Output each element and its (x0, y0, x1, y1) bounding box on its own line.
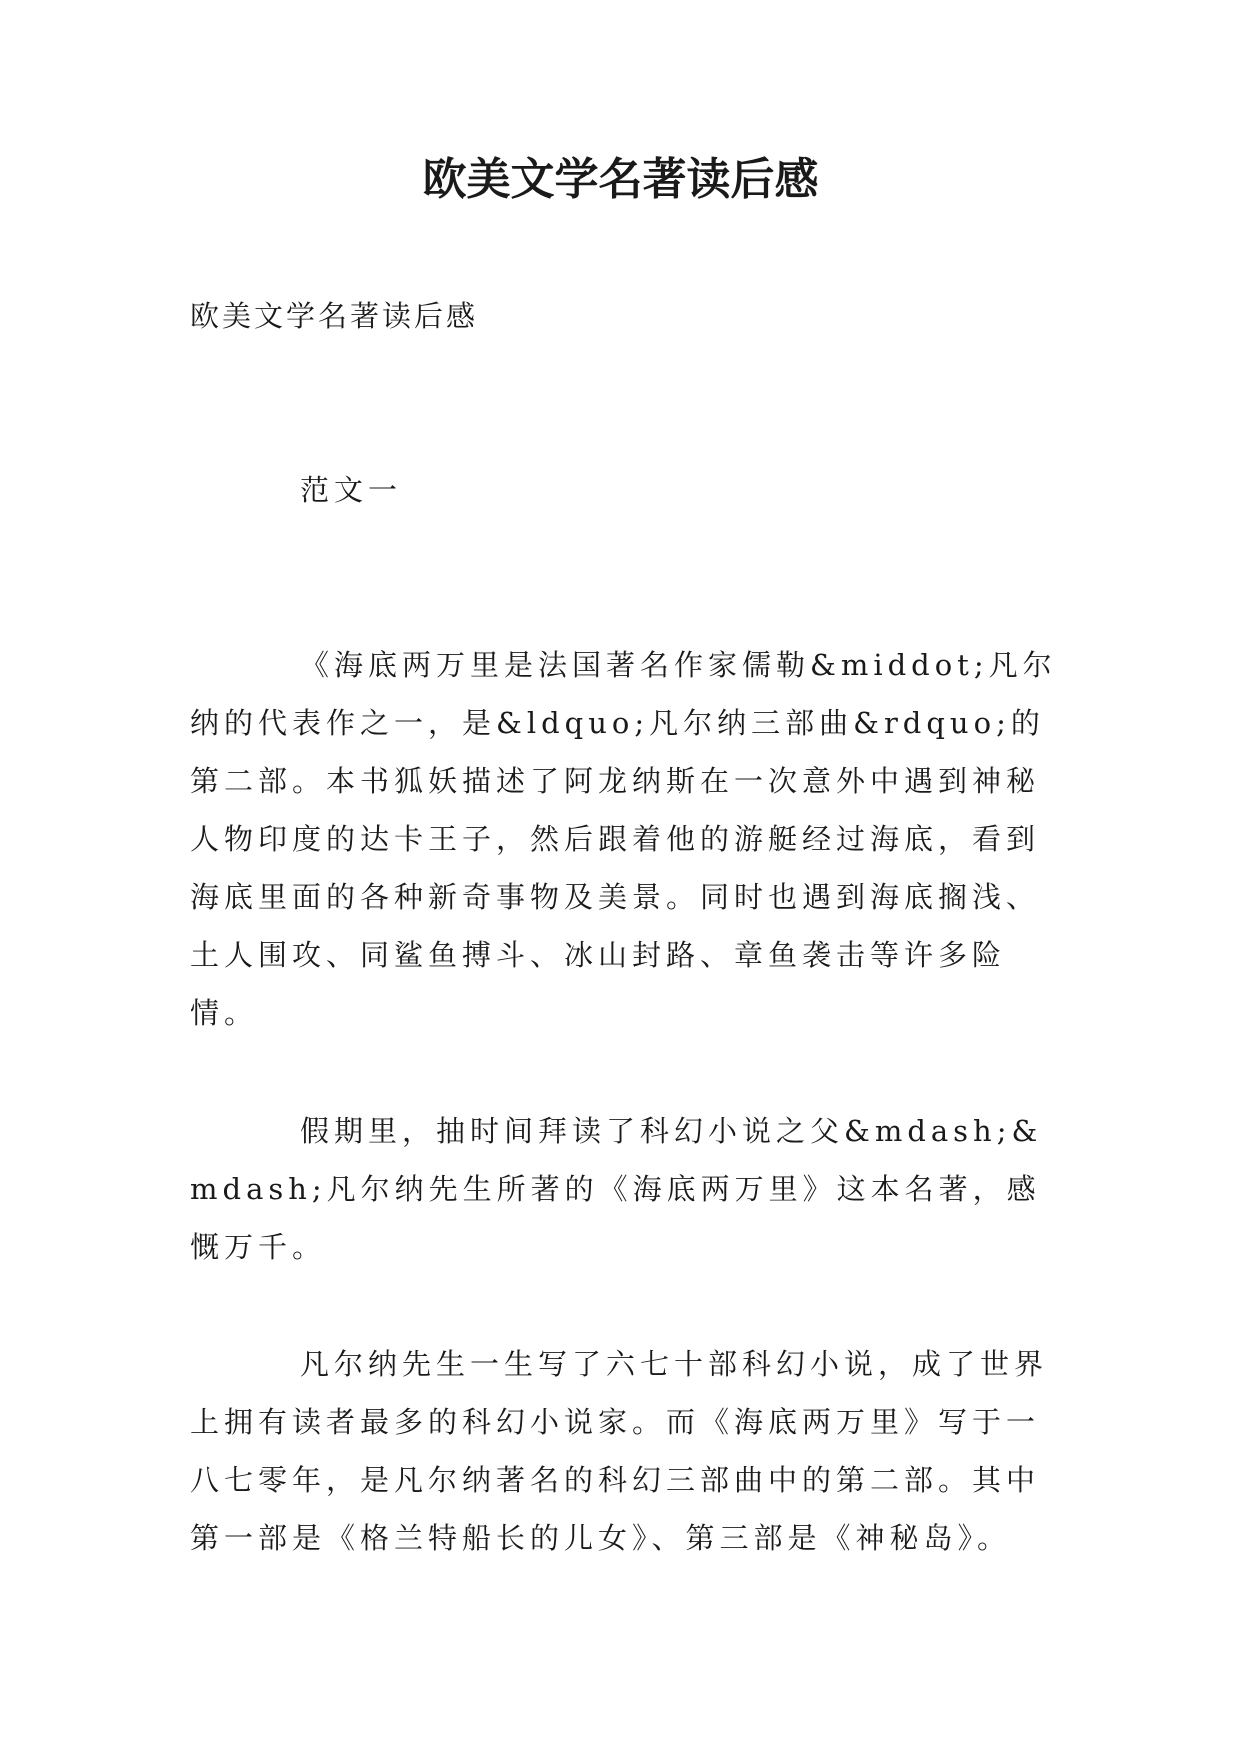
paragraph-3: 凡尔纳先生一生写了六七十部科幻小说，成了世界上拥有读者最多的科幻小说家。而《海底两万里》写于一八七零年，是凡尔纳著名的科幻三部曲中的第二部。其中第一部是《格兰特船长的儿女》、第三部是《神秘岛》。 (190, 1347, 1049, 1555)
paragraph-1: 《海底两万里是法国著名作家儒勒&middot;凡尔纳的代表作之一，是&ldquo;凡尔纳三部曲&rdquo;的第二部。本书狐妖描述了阿龙纳斯在一次意外中遇到神秘人物印度的达卡王子，然后跟着他的游艇经过海底，看到海底里面的各种新奇事物及美景。同时也遇到海底搁浅、土人围攻、同鲨鱼搏斗、冰山封路、章鱼袭击等许多险情。 (190, 648, 1057, 1030)
paragraph-2: 假期里，抽时间拜读了科幻小说之父&mdash;&mdash;凡尔纳先生所著的《海底两万里》这本名著，感慨万千。 (190, 1114, 1043, 1264)
document-title: 欧美文学名著读后感 (422, 154, 819, 205)
section-label: 范文一 (300, 473, 403, 507)
document-subtitle: 欧美文学名著读后感 (190, 299, 479, 333)
